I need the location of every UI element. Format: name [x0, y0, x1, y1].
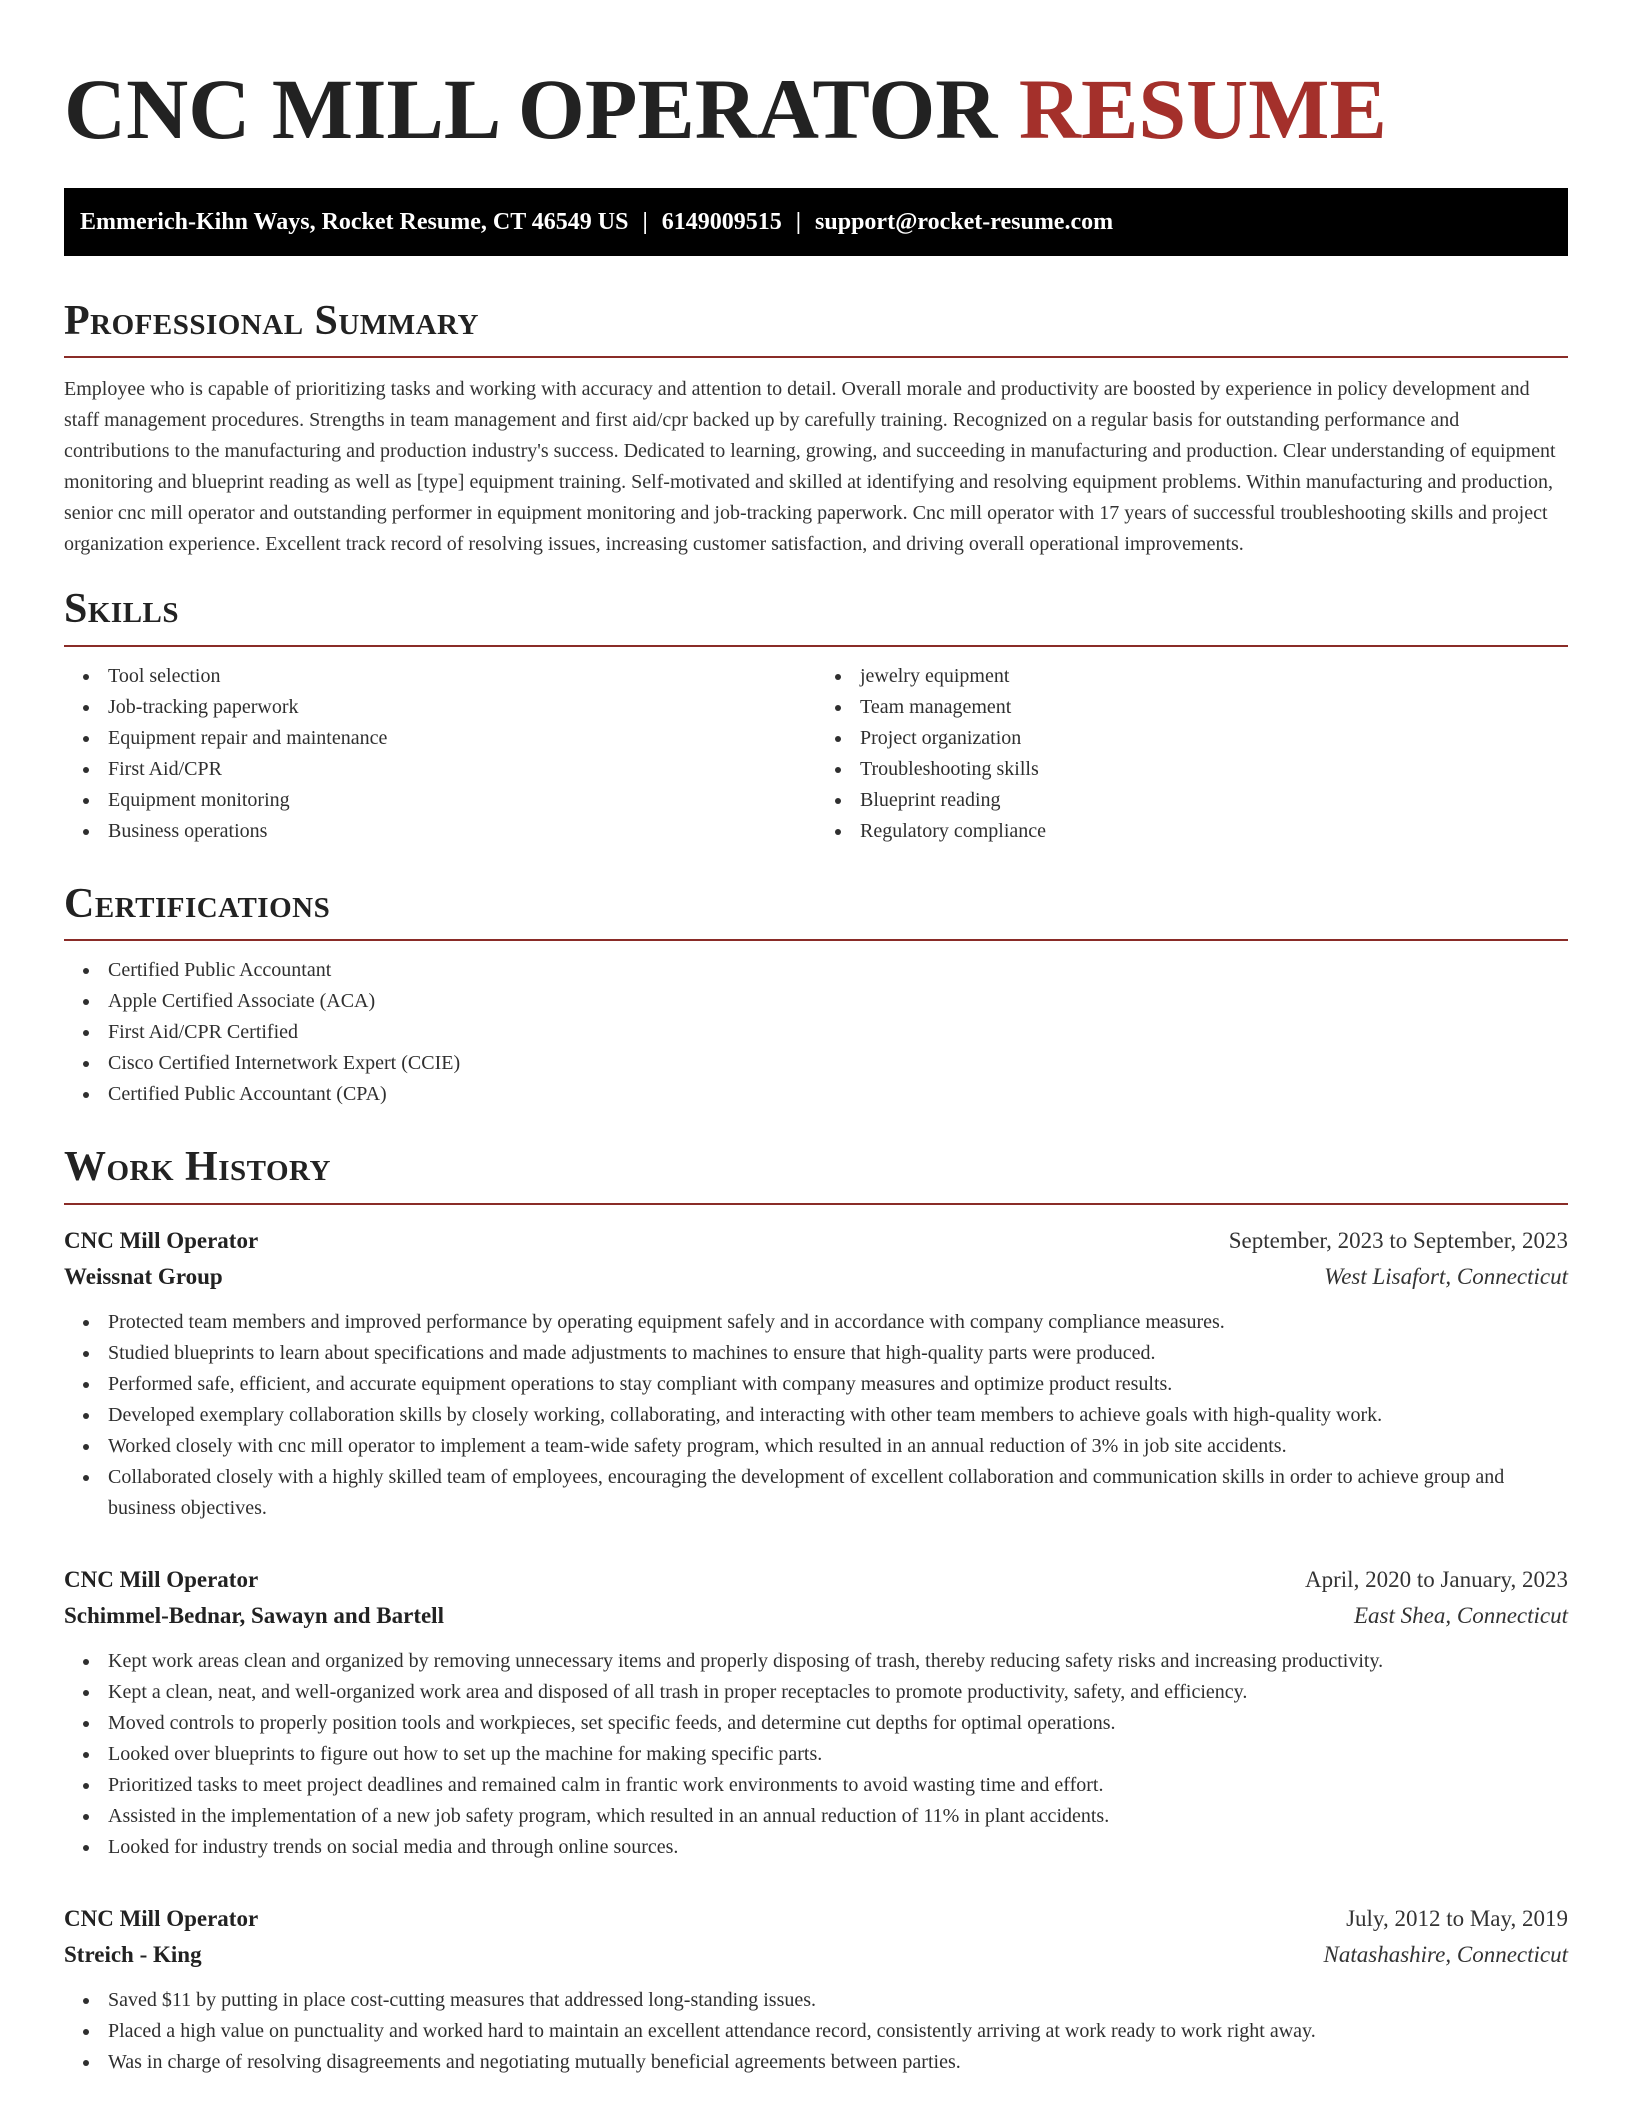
job-bullet: Collaborated closely with a highly skilled team of employees, encouraging the development of excellent collaboration and communication skills in order to achieve group and business objectives. [108, 1462, 1568, 1524]
job-header-row [64, 1223, 1568, 1259]
job-title: CNC Mill Operator [64, 1566, 259, 1592]
certification-item: Certified Public Accountant [108, 955, 1568, 986]
job-title: CNC Mill Operator [64, 1227, 259, 1253]
contact-bar [64, 188, 1568, 256]
title-accent: RESUME [1018, 61, 1387, 157]
skill-item: Business operations [108, 816, 816, 847]
skill-item: Project organization [860, 723, 1568, 754]
job-company: Schimmel-Bednar, Sawayn and Bartell [64, 1602, 444, 1628]
job-bullet: Kept a clean, neat, and well-organized work area and disposed of all trash in proper receptacles to promote productivity, safety, and efficiency. [108, 1677, 1568, 1708]
job-company: Weissnat Group [64, 1263, 223, 1289]
section-heading-skills: Skills [64, 584, 1568, 646]
job-company-row [64, 1259, 1568, 1295]
skills-section [64, 584, 1568, 846]
contact-address: Emmerich-Kihn Ways, Rocket Resume, CT 46549 US [80, 208, 629, 235]
job-location: West Lisafort, Connecticut [1324, 1263, 1568, 1289]
skills-list-left [64, 661, 816, 847]
job-bullets [64, 1646, 1568, 1863]
summary-text: Employee who is capable of prioritizing tasks and working with accuracy and attention to detail. Overall morale and productivity are boosted by experience in policy development and staff management procedures. Strengths in team management and first aid/cpr backed up by carefully training. Recognized on a regular basis for outstanding performance and contributions to the manufacturing and production industry's success. Dedicated to learning, growing, and succeeding in manufacturing and production. Clear understanding of equipment monitoring and blueprint reading as well as [type] equipment training. Self-motivated and skilled at identifying and resolving equipment problems. Within manufacturing and production, senior cnc mill operator and outstanding performer in equipment monitoring and job-tracking paperwork. Cnc mill operator with 17 years of successful troubleshooting skills and project organization experience. Excellent track record of resolving issues, increasing customer satisfaction, and driving overall operational improvements. [64, 378, 1556, 556]
job-entry [64, 1901, 1568, 2078]
skill-item: Regulatory compliance [860, 816, 1568, 847]
job-header-row [64, 1562, 1568, 1598]
certification-item: Apple Certified Associate (ACA) [108, 986, 1568, 1017]
section-heading-summary: Professional Summary [64, 296, 1568, 358]
job-entry [64, 1562, 1568, 1863]
job-bullet: Performed safe, efficient, and accurate equipment operations to stay compliant with company measures and optimize product results. [108, 1369, 1568, 1400]
certification-item: Cisco Certified Internetwork Expert (CCIE) [108, 1048, 1568, 1079]
job-dates: September, 2023 to September, 2023 [1228, 1227, 1568, 1253]
skill-item: First Aid/CPR [108, 754, 816, 785]
skill-item: Equipment monitoring [108, 785, 816, 816]
section-heading-certifications: Certifications [64, 879, 1568, 941]
skill-item: Blueprint reading [860, 785, 1568, 816]
contact-phone: 6149009515 [661, 208, 782, 235]
job-bullets [64, 1307, 1568, 1524]
skill-item: jewelry equipment [860, 661, 1568, 692]
job-bullet: Was in charge of resolving disagreements and negotiating mutually beneficial agreements between parties. [108, 2047, 1568, 2078]
job-company: Streich - King [64, 1941, 202, 1967]
job-bullet: Saved $11 by putting in place cost-cutting measures that addressed long-standing issues. [108, 1985, 1568, 2016]
contact-email: support@rocket-resume.com [815, 208, 1114, 235]
skill-item: Tool selection [108, 661, 816, 692]
job-dates: July, 2012 to May, 2019 [1346, 1905, 1568, 1931]
job-company-row [64, 1937, 1568, 1973]
skill-item: Job-tracking paperwork [108, 692, 816, 723]
job-bullet: Protected team members and improved performance by operating equipment safely and in accordance with company compliance measures. [108, 1307, 1568, 1338]
job-bullet: Looked over blueprints to figure out how to set up the machine for making specific parts. [108, 1739, 1568, 1770]
work-history-section [64, 1142, 1568, 2077]
skills-list-right [816, 661, 1568, 847]
resume-title [64, 56, 1568, 157]
job-bullet: Kept work areas clean and organized by removing unnecessary items and properly disposing of trash, thereby reducing safety risks and increasing productivity. [108, 1646, 1568, 1677]
job-bullets [64, 1985, 1568, 2078]
certifications-section [64, 879, 1568, 1110]
job-bullet: Moved controls to properly position tools and workpieces, set specific feeds, and determine cut depths for optimal operations. [108, 1708, 1568, 1739]
job-bullet: Placed a high value on punctuality and worked hard to maintain an excellent attendance record, consistently arriving at work ready to work right away. [108, 2016, 1568, 2047]
job-bullet: Assisted in the implementation of a new job safety program, which resulted in an annual reduction of 11% in plant accidents. [108, 1801, 1568, 1832]
job-bullet: Looked for industry trends on social media and through online sources. [108, 1832, 1568, 1863]
certifications-list [64, 955, 1568, 1110]
job-location: Natashashire, Connecticut [1323, 1941, 1568, 1967]
title-main: CNC MILL OPERATOR [64, 61, 998, 157]
section-heading-work-history: Work History [64, 1142, 1568, 1204]
skill-item: Equipment repair and maintenance [108, 723, 816, 754]
skills-grid [64, 647, 1568, 847]
job-company-row [64, 1598, 1568, 1634]
job-location: East Shea, Connecticut [1354, 1602, 1568, 1628]
job-title: CNC Mill Operator [64, 1905, 259, 1931]
professional-summary-section [64, 296, 1568, 560]
certification-item: Certified Public Accountant (CPA) [108, 1079, 1568, 1110]
skill-item: Team management [860, 692, 1568, 723]
contact-separator: | [642, 208, 648, 235]
contact-separator: | [795, 208, 802, 235]
certification-item: First Aid/CPR Certified [108, 1017, 1568, 1048]
job-bullet: Studied blueprints to learn about specifications and made adjustments to machines to ensure that high-quality parts were produced. [108, 1338, 1568, 1369]
skill-item: Troubleshooting skills [860, 754, 1568, 785]
job-entry [64, 1223, 1568, 1524]
job-dates: April, 2020 to January, 2023 [1305, 1566, 1568, 1592]
job-bullet: Developed exemplary collaboration skills by closely working, collaborating, and interacting with other team members to achieve goals with high-quality work. [108, 1400, 1568, 1431]
job-bullet: Prioritized tasks to meet project deadlines and remained calm in frantic work environments to avoid wasting time and effort. [108, 1770, 1568, 1801]
job-header-row [64, 1901, 1568, 1937]
job-bullet: Worked closely with cnc mill operator to implement a team-wide safety program, which resulted in an annual reduction of 3% in job site accidents. [108, 1431, 1568, 1462]
